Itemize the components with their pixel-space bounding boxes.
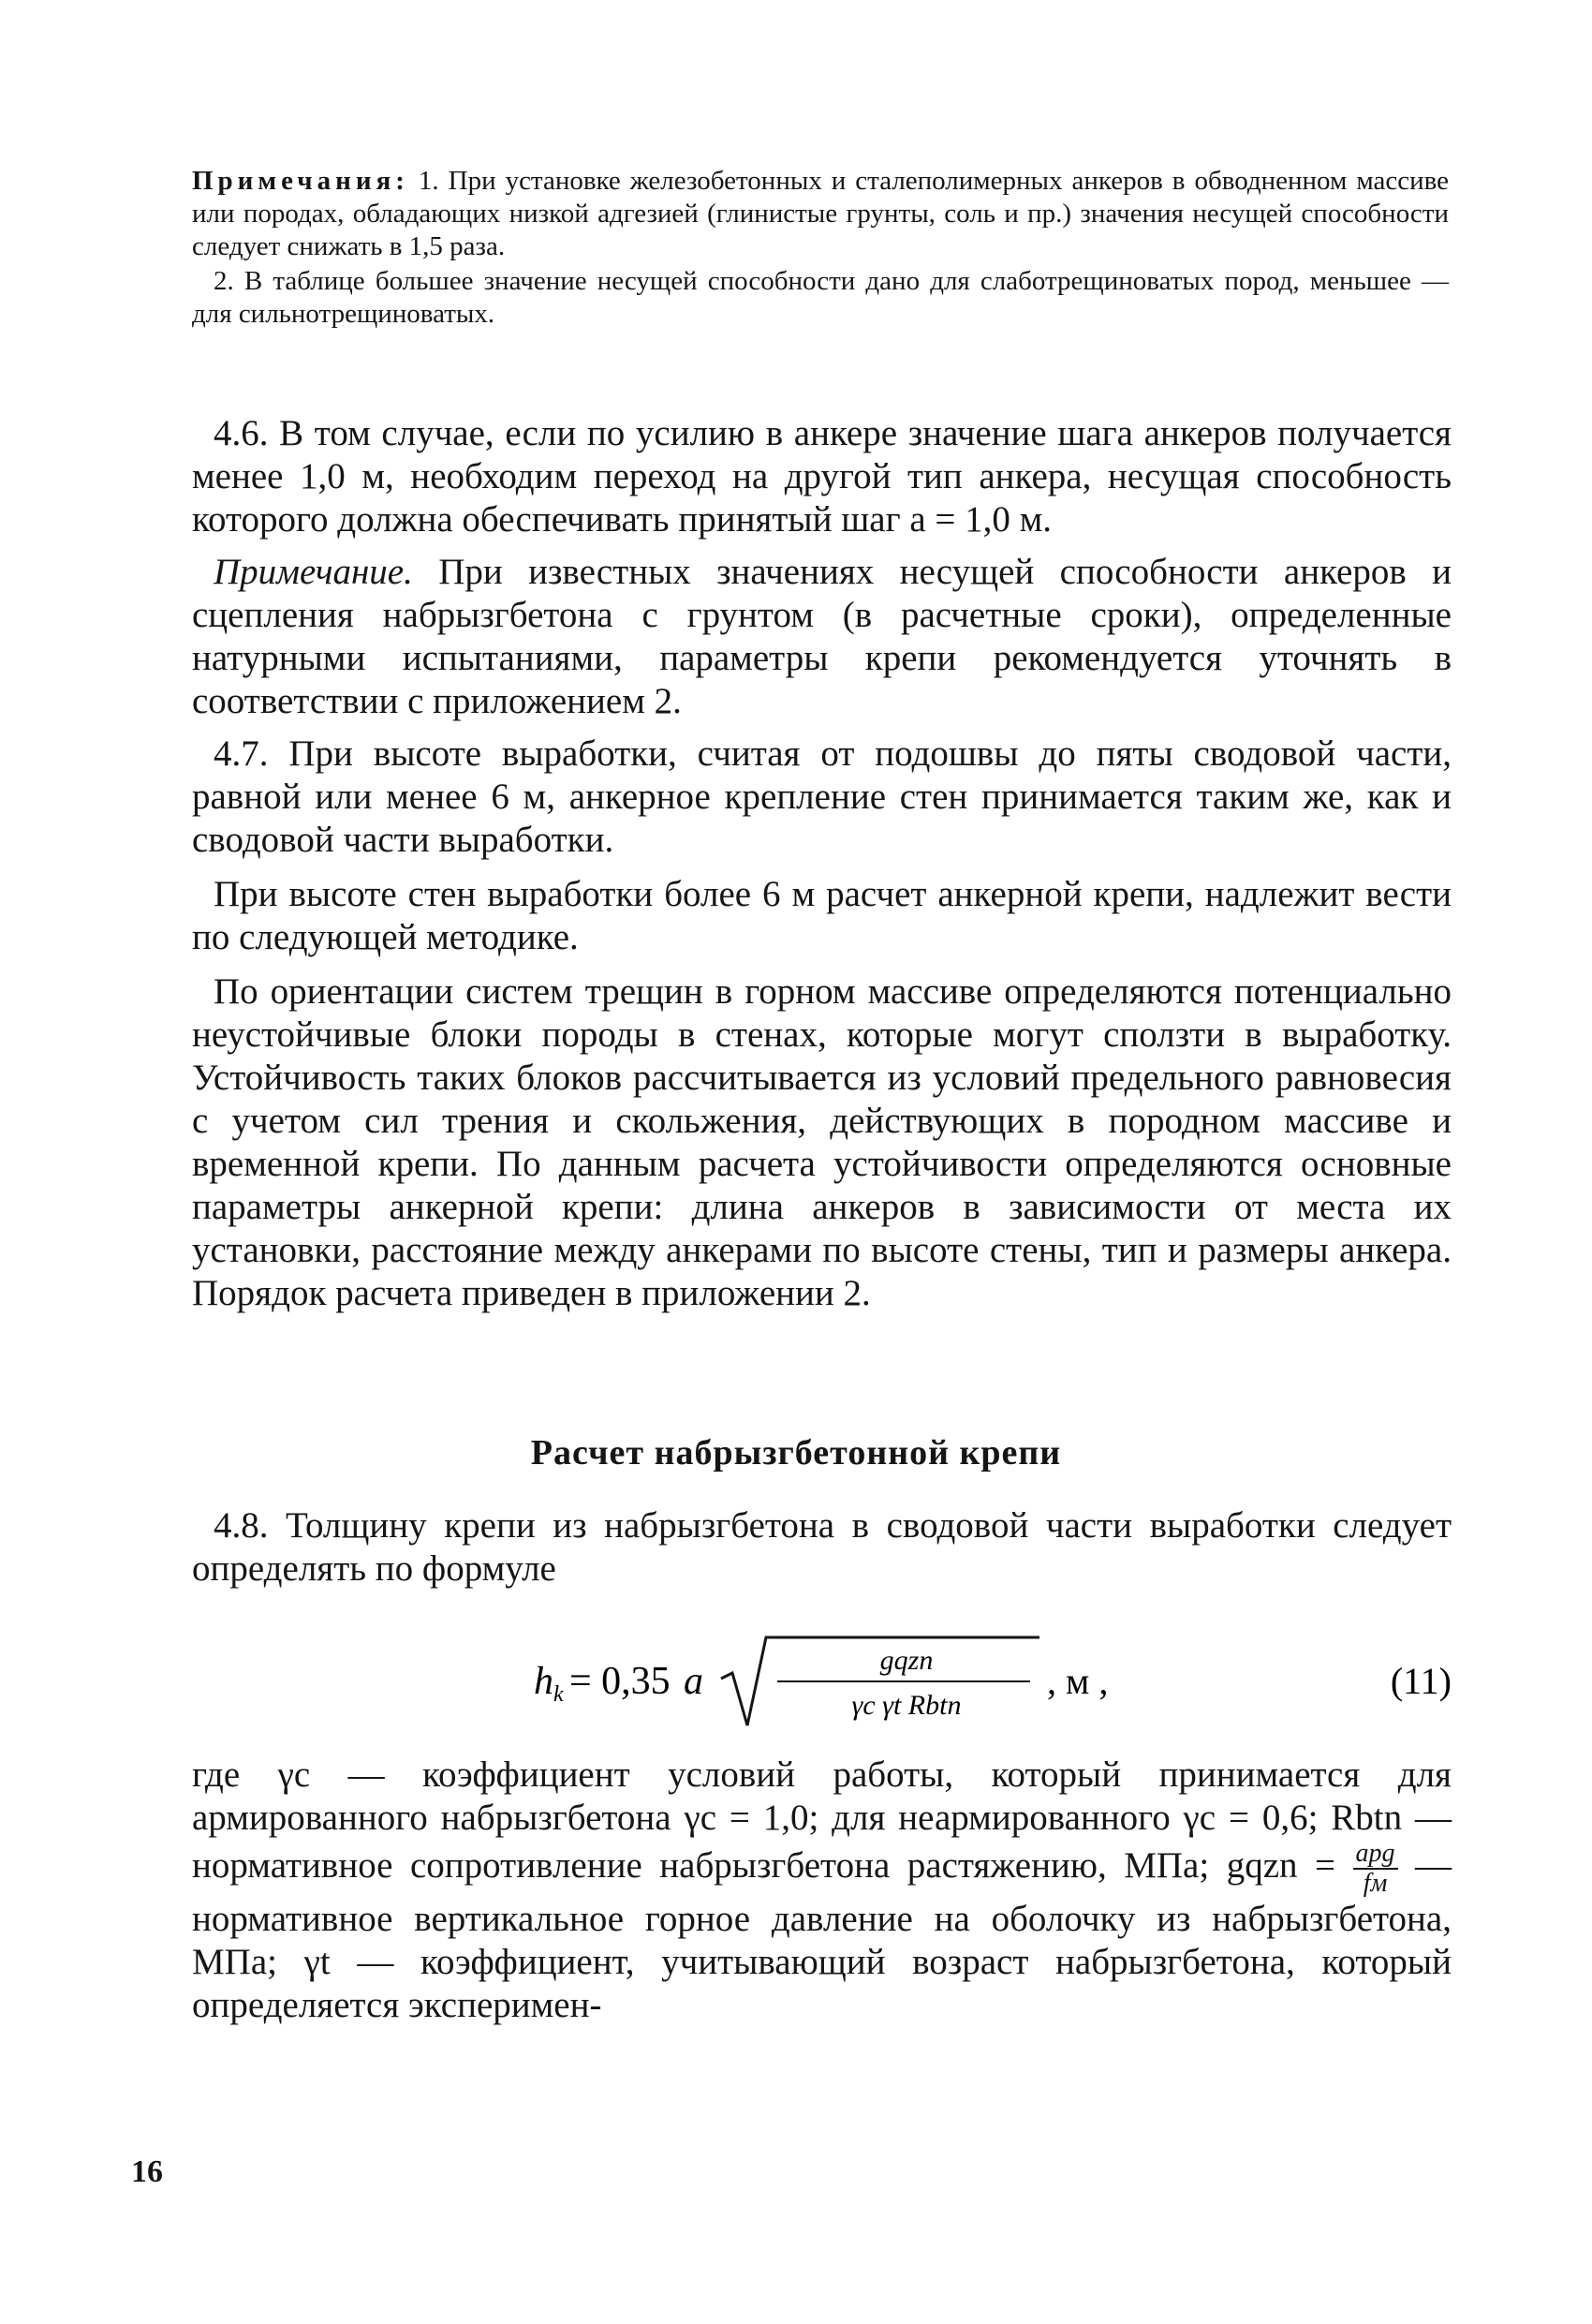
pressure-frac-den: fм (1363, 1869, 1388, 1898)
where-text-1: где γc — коэффициент условий работы, который принимается для армированного набрызгбетона γc = 1,0; для неармированного γc = 0,6; Rbtn — нормативное сопротивление набрызгбетона растяжению, МПа; gqzn = (192, 1754, 1452, 1886)
where-text-2: — нормативное вертикальное горное давление на оболочку из набрызгбетона, МПа; γt — коэффициент, учитывающий возраст набрызгбетона, который определяется эксперимен- (192, 1844, 1452, 2025)
notes-label: Примечания: (192, 166, 409, 196)
formula-h-sub: k (553, 1682, 564, 1707)
where-block (192, 1754, 1452, 2027)
paragraph-4-7: 4.7. При высоте выработки, считая от подошвы до пяты сводовой части, равной или менее 6 м, анкерное крепление стен принимается таким же, как и сводовой части выработки. (192, 733, 1452, 860)
formula-denominator: γc γt Rbtn (851, 1690, 962, 1721)
where-paragraph (192, 1754, 1452, 2027)
formula-numerator: gqzn (879, 1645, 934, 1676)
note-1-text: 1. При установке железобетонных и сталеполимерных анкеров в обводненном массиве или породах, обладающих низкой адгезией (глинистые грунты, соль и пр.) значения несущей способности следует снижать в 1,5 раза. (192, 166, 1450, 261)
note-1 (192, 165, 1449, 263)
paragraph-4-8-block (192, 1504, 1452, 1591)
formula-unit: , м , (1047, 1660, 1109, 1702)
formula-h: h (534, 1660, 553, 1703)
page-number: 16 (131, 2154, 163, 2189)
formula-number: (11) (1390, 1660, 1452, 1702)
paragraph-4-6: 4.6. В том случае, если по усилию в анкере значение шага анкеров получается менее 1,0 м, необходим переход на другой тип анкера, несущая способность которого должна обеспечивать принятый шаг a = 1,0 м. (192, 413, 1452, 540)
remark-paragraph (192, 551, 1452, 723)
note-2: 2. В таблице большее значение несущей способности дано для слаботрещиноватых пород, меньшее — для сильнотрещиноватых. (192, 266, 1449, 329)
paragraph-4-7-walls: При высоте стен выработки более 6 м расчет анкерной крепи, надлежит вести по следующей методике. (192, 874, 1452, 957)
notes-block (192, 165, 1449, 331)
formula-svg (534, 1630, 1452, 1733)
section-heading: Расчет набрызгбетонной крепи (530, 1433, 1062, 1473)
pressure-fraction (1353, 1840, 1398, 1898)
remark-text: При известных значениях несущей способности анкеров и сцепления набрызгбетона с грунтом (в расчетные сроки), определенные натурными испытаниями, параметры крепи рекомендуется уточнять в соответствии с приложением 2. (192, 552, 1452, 721)
paragraph-4-7-method: По ориентации систем трещин в горном массиве определяются потенциально неустойчивые блоки породы в стенах, которые могут сползти в выработку. Устойчивость таких блоков рассчитывается из условий предельного равновесия с учетом сил трения и скольжения, действующих в породном массиве и временной крепи. По данным расчета устойчивости определяются основные параметры анкерной крепи: длина анкеров в зависимости от места их установки, расстояние между анкерами по высоте стены, тип и размеры анкера. Порядок расчета приведен в приложении 2. (192, 971, 1452, 1313)
pressure-frac-num: apg (1353, 1840, 1398, 1870)
formula-eq: = 0,35 (569, 1660, 671, 1703)
paragraph-4-8: 4.8. Толщину крепи из набрызгбетона в сводовой части выработки следует определять по формуле (192, 1505, 1452, 1589)
section-4-6-to-4-7 (192, 412, 1452, 1315)
formula-11 (534, 1630, 1452, 1733)
remark-label: Примечание. (214, 552, 413, 592)
formula-a: a (684, 1660, 703, 1703)
